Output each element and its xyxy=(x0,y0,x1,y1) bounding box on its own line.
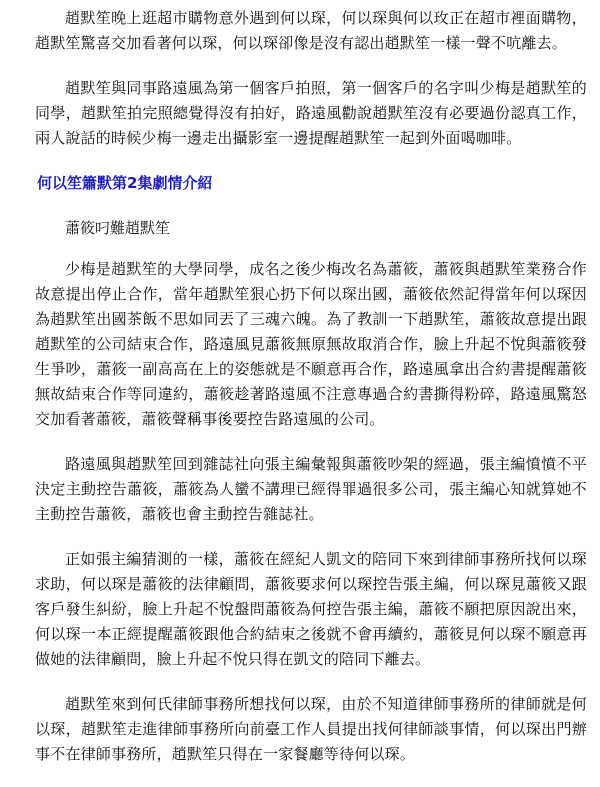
episode-subtitle: 蕭筱叼難趙默笙 xyxy=(65,219,171,237)
article-body xyxy=(35,6,587,787)
paragraph-6: 趙默笙來到何氏律師事務所想找何以琛，由於不知道律師事務所的律師就是何以琛，趙默笙走進律師事務所向前臺工作人員提出找何律師談事情，何以琛出門辦事不在律師事務所，趙默笙只得在一家餐廳等待何以琛。 xyxy=(35,695,587,763)
paragraph-4: 路遠風與趙默笙回到雜誌社向張主編彙報與蕭筱吵架的經過，張主編憤憤不平決定主動控告蕭筱，蕭筱為人蠻不講理已經得罪過很多公司，張主編心知就算她不主動控告蕭筱，蕭筱也會主動控告雜誌社。 xyxy=(35,455,587,523)
paragraph-1: 趙默笙晚上逛超市購物意外遇到何以琛，何以琛與何以玫正在超市裡面購物，趙默笙驚喜交加看著何以琛，何以琛卻像是沒有認出趙默笙一樣一聲不吭離去。 xyxy=(35,9,587,52)
paragraph-2: 趙默笙與同事路遠風為第一個客戶拍照，第一個客戶的名字叫少梅是趙默笙的同學，趙默笙拍完照總覺得沒有拍好，路遠風勸說趙默笙沒有必要過份認真工作，兩人說話的時候少梅一邊走出攝影室一邊提醒趙默笙一起到外面喝咖啡。 xyxy=(35,79,587,147)
paragraph-3: 少梅是趙默笙的大學同學，成名之後少梅改名為蕭筱，蕭筱與趙默笙業務合作故意提出停止合作，當年趙默笙狠心扔下何以琛出國，蕭筱依然記得當年何以琛因為趙默笙出國茶飯不思如同丟了三魂六魄。為了教訓一下趙默笙，蕭筱故意提出跟趙默笙的公司結束合作，路遠風見蕭筱無原無故取消合作，臉上升起不悅與蕭筱發生爭吵，蕭筱一副高高在上的姿態就是不願意再合作，路遠風拿出合約書提醒蕭筱無故結束合作等同違約，蕭筱趁著路遠風不注意專過合約書撕得粉碎，路遠風驚怒交加看著蕭筱，蕭筱聲稱事後要控告路遠風的公司。 xyxy=(35,260,587,428)
episode-section-title: 何以笙簫默第2集劇情介紹 xyxy=(37,174,213,192)
paragraph-5: 正如張主編猜測的一樣，蕭筱在經紀人凱文的陪同下來到律師事務所找何以琛求助，何以琛是蕭筱的法律顧問，蕭筱要求何以琛控告張主編，何以琛見蕭筱又跟客戶發生糾紛，臉上升起不悅盤問蕭筱為何控告張主編，蕭筱不願把原因說出來，何以琛一本正經提醒蕭筱跟他合約結束之後就不會再續約，蕭筱見何以琛不願意再做她的法律顧問，臉上升起不悅只得在凱文的陪同下離去。 xyxy=(35,550,587,668)
